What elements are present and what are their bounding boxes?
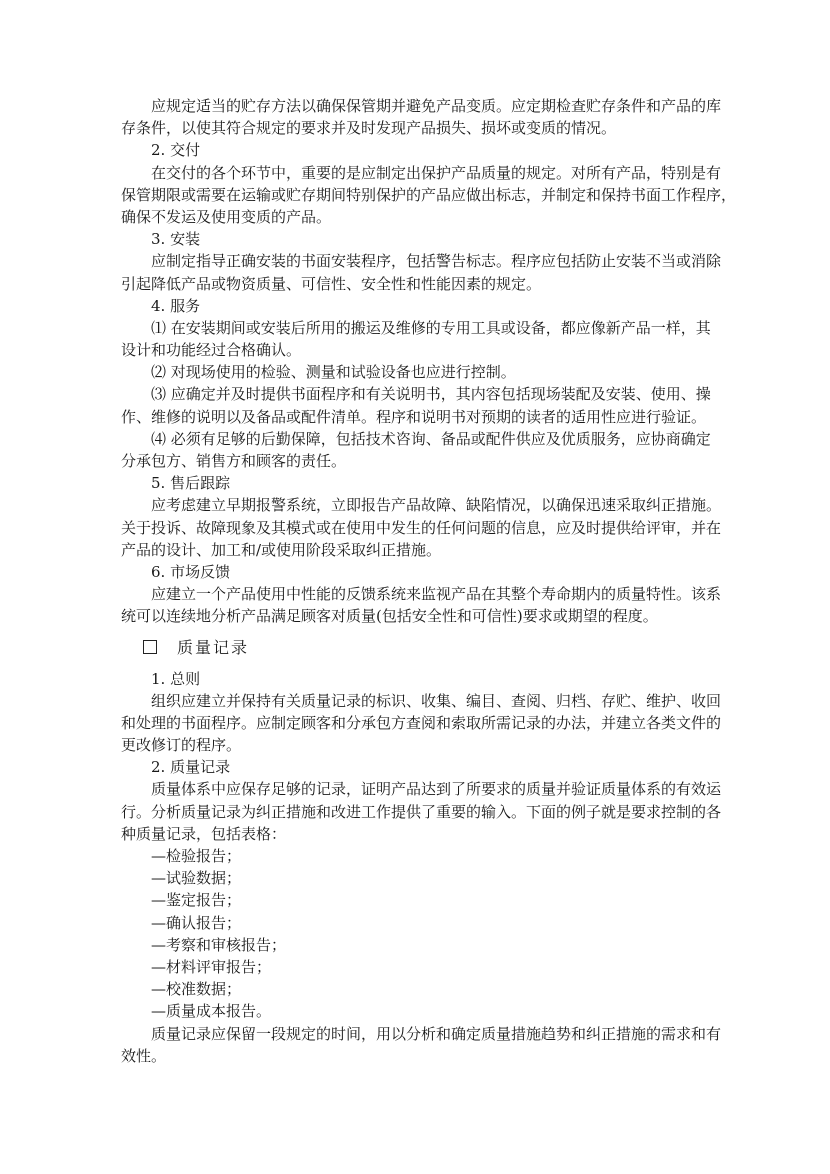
paragraph-line: 关于投诉、故障现象及其模式或在使用中发生的任何问题的信息，应及时提供给评审，并在 [121, 518, 722, 537]
paragraph-line: 产品的设计、加工和/或使用阶段采取纠正措施。 [121, 540, 442, 559]
paragraph-line: 确保不发运及使用变质的产品。 [121, 207, 332, 226]
paragraph-line: 保管期限或需要在运输或贮存期间特别保护的产品应做出标志，并制定和保持书面工作程序， [121, 185, 737, 204]
paragraph-line: 应制定指导正确安装的书面安装程序，包括警告标志。程序应包括防止安装不当或消除 [151, 252, 722, 271]
subsection-title: 1. 总则 [151, 669, 201, 688]
subsection-title: 3. 安装 [151, 230, 201, 249]
paragraph-line: 更改修订的程序。 [121, 736, 242, 755]
list-item: —试验数据； [151, 869, 242, 888]
subsection-title: 6. 市场反馈 [151, 562, 231, 581]
paragraph-line: 质量记录应保留一段规定的时间，用以分析和确定质量措施趋势和纠正措施的需求和有 [151, 1024, 722, 1043]
paragraph-line: ⑵ 对现场使用的检验、测量和试验设备也应进行控制。 [151, 363, 516, 382]
list-item: —鉴定报告； [151, 891, 242, 910]
paragraph-line: ⑴ 在安装期间或安装后所用的搬运及维修的专用工具或设备，都应像新产品一样，其 [151, 318, 711, 337]
list-item: —检验报告； [151, 847, 242, 865]
paragraph-line: 种质量记录，包括表格： [121, 824, 287, 843]
paragraph-line: 统可以连续地分析产品满足顾客对质量(包括安全性和可信性)要求或期望的程度。 [121, 607, 658, 626]
paragraph-line: 应规定适当的贮存方法以确保保管期并避免产品变质。应定期检查贮存条件和产品的库 [151, 97, 722, 115]
paragraph-line: ⑶ 应确定并及时提供书面程序和有关说明书，其内容包括现场装配及安装、使用、操 [151, 385, 711, 404]
list-item: —质量成本报告。 [151, 1002, 272, 1021]
paragraph-line: 在交付的各个环节中，重要的是应制定出保护产品质量的规定。对所有产品，特别是有 [151, 163, 722, 182]
subsection-title: 2. 质量记录 [151, 758, 231, 777]
list-item: —考察和审核报告； [151, 935, 287, 954]
subsection-title: 5. 售后跟踪 [151, 474, 231, 493]
paragraph-line: 组织应建立并保持有关质量记录的标识、收集、编目、查阅、归档、存贮、维护、收回 [151, 691, 722, 710]
paragraph-line: 和处理的书面程序。应制定顾客和分承包方查阅和索取所需记录的办法，并建立各类文件的 [121, 713, 722, 732]
paragraph-line: 应考虑建立早期报警系统，立即报告产品故障、缺陷情况，以确保迅速采取纠正措施。 [151, 496, 722, 515]
document-page [121, 95, 737, 1067]
list-item: —材料评审报告； [151, 957, 272, 976]
paragraph-line: 作、维修的说明以及备品或配件清单。程序和说明书对预期的读者的适用性应进行验证。 [121, 407, 707, 426]
subsection-title: 2. 交付 [151, 141, 201, 160]
square-bullet-icon [143, 640, 157, 654]
section-heading-text: 质量记录 [177, 637, 250, 657]
paragraph-line: 质量体系中应保存足够的记录，证明产品达到了所要求的质量并验证质量体系的有效运 [151, 780, 722, 799]
paragraph-line: 应建立一个产品使用中性能的反馈系统来监视产品在其整个寿命期内的质量特性。该系 [151, 585, 722, 604]
section-heading [121, 637, 721, 659]
subsection-title: 4. 服务 [151, 296, 201, 315]
list-item: —校准数据； [151, 980, 242, 999]
list-item: —确认报告； [151, 913, 242, 932]
paragraph-line: 存条件，以使其符合规定的要求并及时发现产品损失、损坏或变质的情况。 [121, 119, 617, 138]
paragraph-line: 效性。 [121, 1046, 167, 1065]
paragraph-line: 引起降低产品或物资质量、可信性、安全性和性能因素的规定。 [121, 274, 542, 293]
paragraph-line: ⑷ 必须有足够的后勤保障，包括技术咨询、备品或配件供应及优质服务，应协商确定 [151, 429, 711, 448]
paragraph-line: 分承包方、销售方和顾客的责任。 [121, 452, 347, 470]
paragraph-line: 行。分析质量记录为纠正措施和改进工作提供了重要的输入。下面的例子就是要求控制的各 [121, 802, 722, 821]
paragraph-line: 设计和功能经过合格确认。 [121, 341, 302, 360]
